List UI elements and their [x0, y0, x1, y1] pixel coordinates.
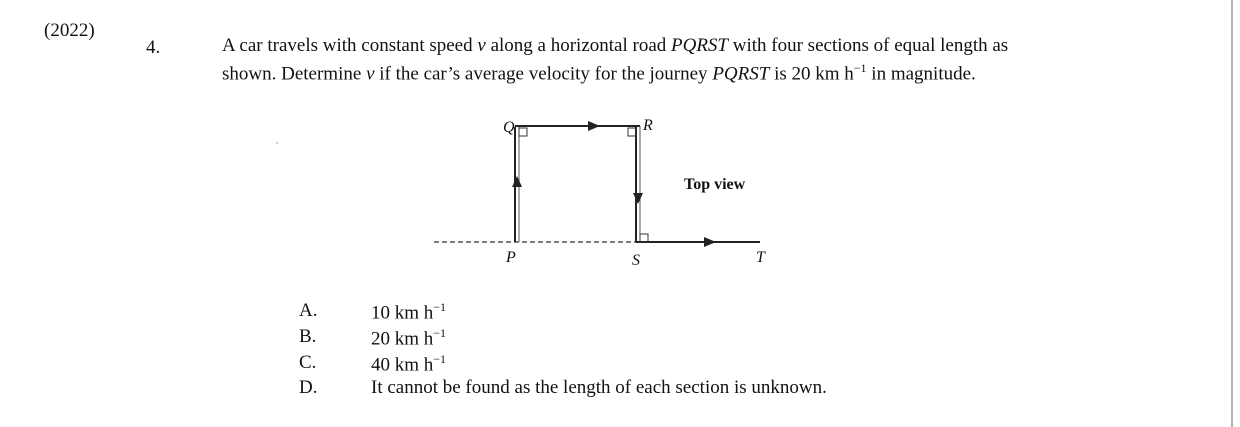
question-number: 4.: [146, 37, 161, 58]
option-c-letter: C.: [299, 352, 317, 373]
right-angle-marker-q: [519, 128, 527, 136]
st-arrow-icon: [704, 237, 716, 247]
question-text-line-1: [222, 35, 1008, 57]
label-r: R: [643, 117, 653, 134]
q2-road-name: PQRST: [712, 63, 770, 85]
q2-part-a: shown. Determine: [222, 63, 367, 85]
rs-arrow-icon: [633, 193, 643, 204]
top-view-label: Top view: [684, 176, 746, 193]
scan-speck: [276, 142, 278, 144]
q2-var-v: v: [366, 63, 375, 85]
road-diagram: [420, 110, 800, 275]
label-s: S: [632, 252, 640, 269]
q1-var-v: v: [477, 35, 486, 56]
pq-arrow-icon: [512, 176, 522, 187]
q2-part-c: is 20 km h: [769, 63, 854, 85]
q1-road-name: PQRST: [671, 35, 728, 56]
page-edge-line: [1231, 0, 1233, 427]
q1-part-a: A car travels with constant speed: [222, 35, 478, 56]
right-angle-marker-r: [628, 128, 636, 136]
q2-part-b: if the car’s average velocity for the journey: [374, 63, 713, 85]
q2-part-d: in magnitude.: [866, 63, 976, 85]
label-t: T: [756, 249, 765, 266]
option-b-letter: B.: [299, 326, 317, 347]
q1-part-b: along a horizontal road: [485, 35, 671, 56]
question-text-line-2: [222, 61, 976, 85]
option-d-text: It cannot be found as the length of each section is unknown.: [371, 377, 827, 398]
option-b-text: 20 km $h^{-1}$: [371, 326, 447, 350]
q2-unit-exponent: −1: [853, 61, 867, 75]
option-c-text: 40 km $h^{-1}$: [371, 352, 447, 376]
qr-arrow-icon: [588, 121, 600, 131]
q1-part-c: with four sections of equal length as: [728, 35, 1009, 56]
right-angle-marker-s: [640, 234, 648, 242]
label-p: P: [506, 249, 516, 266]
option-d-letter: D.: [299, 377, 318, 398]
year-label: (2022): [44, 20, 95, 41]
option-a-text: 10 km $h^{-1}$: [371, 300, 447, 324]
option-a-letter: A.: [299, 300, 318, 321]
label-q: Q: [503, 119, 515, 136]
